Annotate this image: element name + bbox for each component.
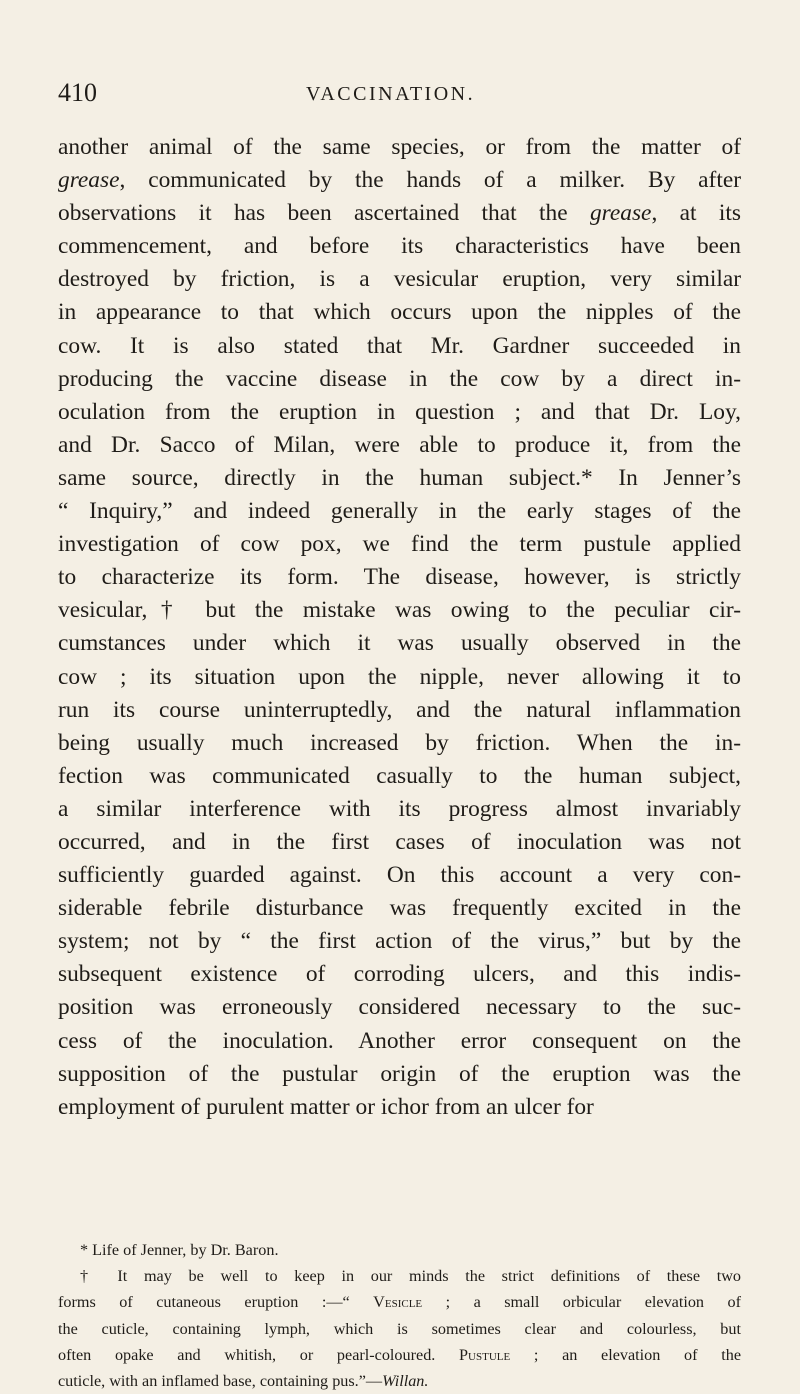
italic-term: grease	[58, 167, 120, 194]
body-line: “ Inquiry,” and indeed generally in the early stages of the	[58, 498, 741, 525]
body-line: system; not by “ the first action of the virus,” but by the	[58, 928, 741, 955]
italic-term: grease	[589, 200, 652, 227]
footnote-1: * Life of Jenner, by Dr. Baron.	[80, 1241, 279, 1259]
footnote-2-line	[58, 1263, 741, 1289]
body-line	[58, 197, 741, 230]
footnotes	[58, 1237, 741, 1394]
body-line: and Dr. Sacco of Milan, were able to produce it, from the	[58, 431, 741, 458]
body-line: a similar interference with its progress almost invariably	[58, 795, 741, 822]
footnote-text: cuticle, with an inflamed base, containing pus.”—	[58, 1371, 383, 1390]
body-line-text: , at its	[651, 200, 741, 227]
body-line: position was erroneously considered necessary to the suc-	[58, 994, 741, 1021]
body-line: commencement, and before its characteristics have been	[58, 233, 741, 260]
footnote-text: † It may be well to keep in our minds the strict definitions of these two	[80, 1267, 741, 1286]
body-line: cess of the inoculation. Another error consequent on the	[58, 1027, 741, 1054]
footnote-text: forms of cutaneous eruption :—“	[58, 1293, 374, 1312]
body-line: vesicular,† but the mistake was owing to the peculiar cir-	[58, 597, 741, 624]
footnote-text: often opake and whitish, or pearl-coloured.	[58, 1345, 460, 1364]
footnote-text: ; a small orbicular elevation of	[422, 1293, 741, 1312]
body-line: to characterize its form. The disease, however, is strictly	[58, 564, 741, 591]
footnote-text: ; an elevation of the	[510, 1345, 741, 1364]
body-line: siderable febrile disturbance was frequently excited in the	[58, 895, 741, 922]
body-line	[58, 164, 741, 197]
body-line-text: observations it has been ascertained that the	[58, 200, 590, 227]
body-line: destroyed by friction, is a vesicular eruption, very similar	[58, 266, 741, 293]
term-vesicle: Vesicle	[373, 1293, 423, 1312]
body-line-text: , communicated by the hands of a milker. By after	[119, 167, 741, 194]
running-head: VACCINATION.	[306, 83, 476, 105]
body-paragraph	[58, 131, 741, 1124]
body-line: fection was communicated casually to the human subject,	[58, 762, 741, 789]
body-line: another animal of the same species, or from the matter of	[58, 134, 741, 160]
body-line: being usually much increased by friction. When the in-	[58, 729, 741, 756]
body-line: cow. It is also stated that Mr. Gardner succeeded in	[58, 332, 741, 359]
body-line: subsequent existence of corroding ulcers, and this indis-	[58, 961, 741, 988]
body-line: investigation of cow pox, we find the term pustule applied	[58, 531, 741, 558]
body-line: sufficiently guarded against. On this account a very con-	[58, 862, 741, 889]
citation-author: Willan.	[382, 1371, 429, 1390]
body-line: occurred, and in the first cases of inoculation was not	[58, 828, 741, 855]
body-line: producing the vaccine disease in the cow by a direct in-	[58, 365, 741, 392]
footnote-2-line	[58, 1342, 741, 1368]
page-header	[58, 78, 758, 108]
body-line: employment of purulent matter or ichor from an ulcer for	[58, 1093, 594, 1120]
body-line: oculation from the eruption in question ; and that Dr. Loy,	[58, 398, 741, 425]
body-line: supposition of the pustular origin of the eruption was the	[58, 1060, 741, 1087]
body-line: run its course uninterruptedly, and the natural inflammation	[58, 696, 741, 723]
body-line: cumstances under which it was usually observed in the	[58, 630, 741, 657]
term-pustule: Pustule	[459, 1345, 511, 1364]
body-line: in appearance to that which occurs upon the nipples of the	[58, 299, 741, 326]
footnote-2-line: the cuticle, containing lymph, which is sometimes clear and colourless, but	[58, 1319, 741, 1338]
body-line: same source, directly in the human subject.* In Jenner’s	[58, 464, 741, 491]
footnote-2-line	[58, 1368, 741, 1394]
page-number: 410	[58, 78, 97, 107]
footnote-2-line	[58, 1289, 741, 1315]
body-line: cow ; its situation upon the nipple, never allowing it to	[58, 663, 741, 690]
